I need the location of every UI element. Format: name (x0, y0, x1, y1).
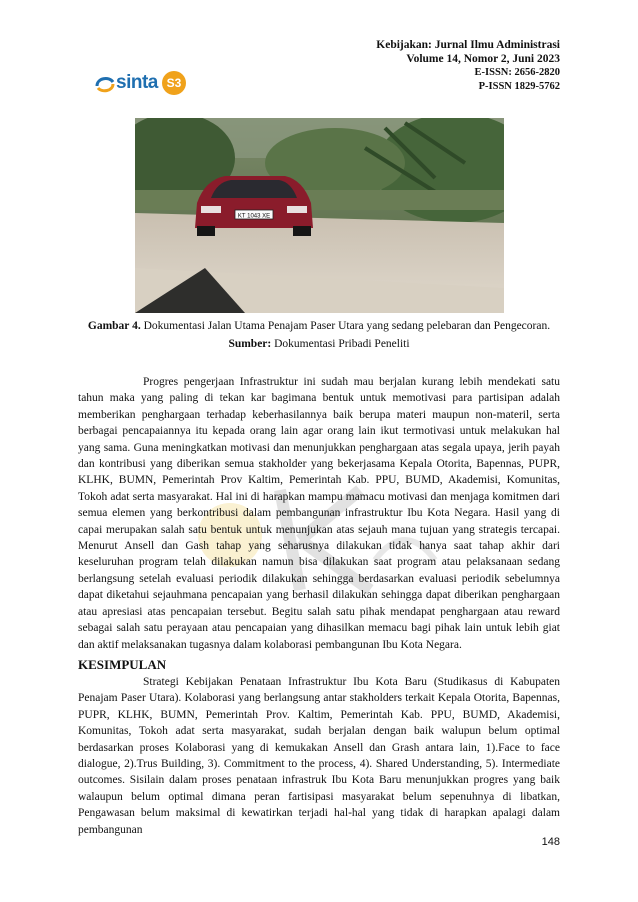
sinta-swirl-icon (94, 74, 116, 94)
figure-source (78, 337, 560, 352)
figure-photo (135, 118, 504, 313)
section-heading: KESIMPULAN (78, 657, 167, 672)
journal-pissn: P-ISSN 1829-5762 (478, 81, 560, 92)
journal-volume: Volume 14, Nomor 2, Juni 2023 (406, 53, 560, 65)
figure-source-label: Sumber: (228, 338, 272, 350)
page-number: 148 (541, 836, 560, 848)
paragraph-text: Strategi Kebijakan Penataan Infrastruktur Ibu Kota Baru (Studikasus di Kabupaten Penajam Paser Utara). Kolaborasi yang berlangsung antar stakholders terkait Kepala Otorita, Bapennas, PUPR, KLHK, BUMN, Pemerintah Prov. Kaltim, Pemerintah Kab. PPU, BUMD, Akademisi, Komunitas, Tokoh adat serta masyarakat, sudah berjalan dengan baik walupun belum optimal berdasarkan proses Kolaborasi yang di kemukakan Ansell dan Grash antara lain, 1).Face to face dialogue, 2).Trus Building, 3). Commitment to the process, 4). Shared Understanding, 5). Intermediate outcomes. Sisilain dalam proses penataan infrastruk Ibu Kota Baru menunjukkan progres yang baik walaupun belum optimal dimana peran fartisipasi masyarakat belum sepenuhnya di libatkan, Pengawasan belum maksimal di kewatirkan terjadi hal-hal yang tidak di harapkan apalagi dalam pembangunan (78, 676, 560, 836)
paragraph-text: Progres pengerjaan Infrastruktur ini sudah mau berjalan kurang lebih mendekati satu tahun maka yang paling di tekan kar bagimana bentuk untuk memotivasi para partisipan adalah memberikan penghargaan terhadap keberhasilannya baik berupa materi maupun non-materil, serta berbagai pencapaiannya itu kepada orang lain agar orang lain ikut termotivasi untuk melakukan hal yang sama. Guna meningkatkan motivasi dan menunjukkan penghargaan atas segala upaya, jerih payah dan kontribusi yang diberikan semua stakholder yang bekerjasama Kepala Otorita, Bapennas, PUPR, KLHK, BUMN, Pemerintah Prov Kaltim, Pemerintah Kab. PPU, BUMD, Akademisi, Komunitas, Tokoh adat serta masyarakat. Hal ini di harapkan mampu mamacu motivasi dan menjaga komitmen dari semua elemen yang berkontribusi dalam pembangunan infrastruktur Ibu Kota Negara. Hasil yang di capai merupakan salah satu bentuk untuk menunjukan atas sejauh mana tujuan yang strategis tercapai. Menurut Ansell dan Gash tahap yang seharusnya dilakukan tidak hanya saat tahap akhir dari keseluruhan program telah dilakukan namun bisa dilakukan saat program atau pelaksanaan sedang berlangsung setelah evaluasi periodik dilakukan sehingga berdasarkan evaluasi periodik sebelumnya dapat diketahui sejauhmana pencapaian yang berhasil dilakukan sehingga dapat diberikan penghargaan atau apresiasi atas pencapaian tersebut. Begitu salah satu pihak mendapat penghargaan atau reward sebagai salah satu perayaan atau pencapaian yang dihasilkan memacu bagi pihak lain untuk lebih giat dan aktif melaksanakan tugasnya dalam kolaborasi pembangunan Ibu Kota Negara. (78, 376, 560, 651)
road-photo-illustration (135, 118, 504, 313)
sinta-s3-badge: S3 (162, 71, 186, 95)
sinta-logo-text: sinta (116, 72, 158, 93)
figure-caption (78, 319, 560, 334)
red-car (195, 176, 313, 236)
body-paragraph-1 (78, 374, 560, 653)
license-plate: KT 1043 XE (237, 213, 271, 220)
figure-caption-text: Dokumentasi Jalan Utama Penajam Paser Utara yang sedang pelebaran dan Pengecoran. (140, 320, 551, 332)
journal-title: Kebijakan: Jurnal Ilmu Administrasi (376, 39, 560, 51)
sinta-logo (94, 70, 214, 100)
body-paragraph-2 (78, 674, 560, 838)
figure-label: Gambar 4. (87, 320, 141, 332)
journal-eissn: E-ISSN: 2656-2820 (474, 67, 560, 78)
figure-source-text: Dokumentasi Pribadi Peneliti (271, 338, 410, 350)
journal-header (376, 38, 560, 94)
